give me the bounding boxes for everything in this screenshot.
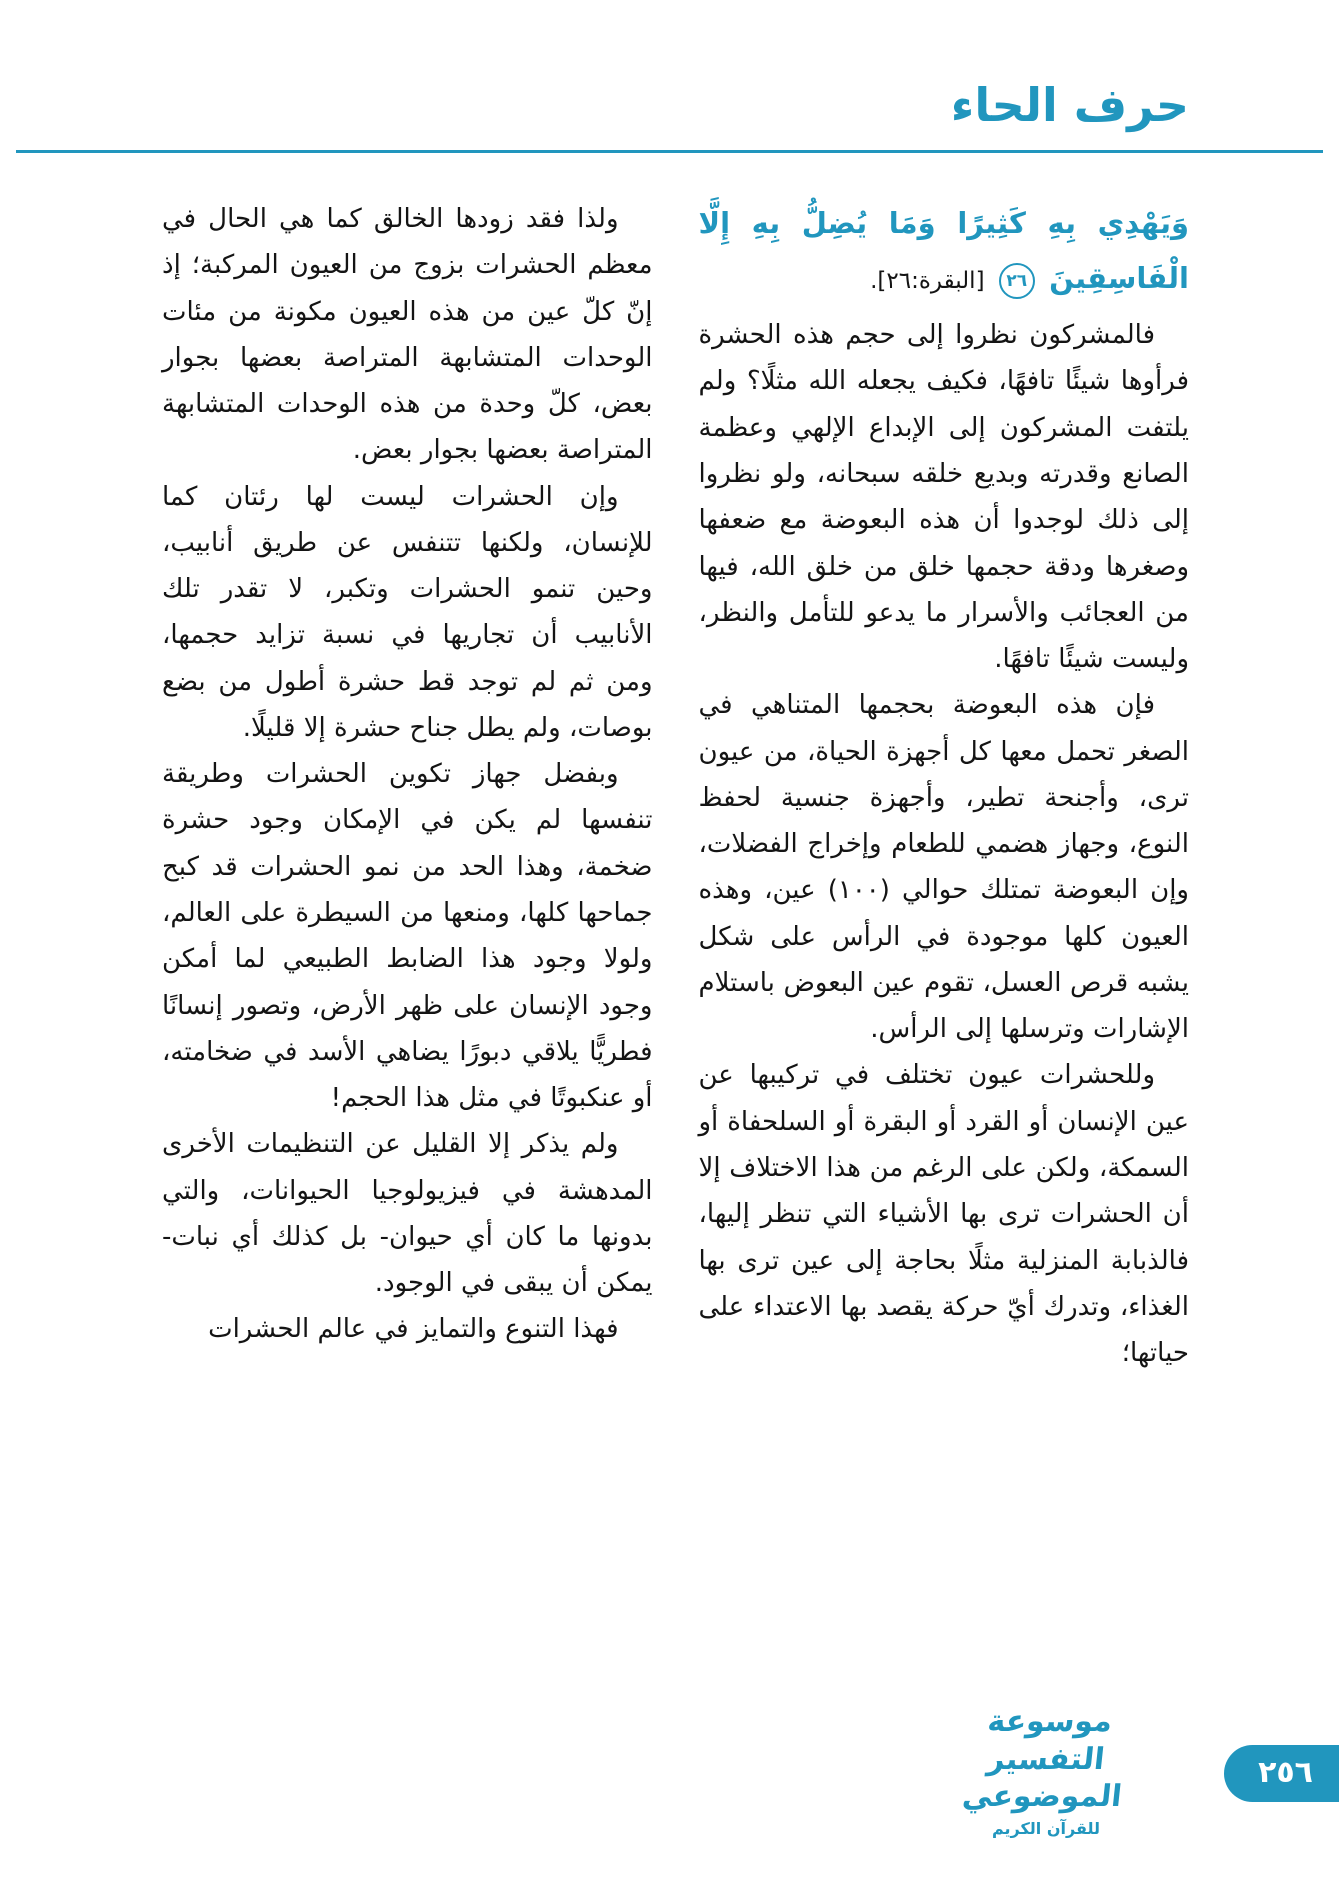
column-right xyxy=(699,196,1190,1376)
ayah-number-ornament-icon: ٢٦ xyxy=(999,263,1035,299)
paragraph: فإن هذه البعوضة بحجمها المتناهي في الصغر تحمل معها كل أجهزة الحياة، من عيون ترى، وأجنحة تطير، وأجهزة جنسية لحفظ النوع، وجهاز هضمي للطعام وإخراج الفضلات، وإن البعوضة تمتلك حوالي (١٠٠) عين، وهذه العيون كلها موجودة في الرأس على شكل يشبه قرص العسل، تقوم عين البعوض باستلام الإشارات وترسلها إلى الرأس. xyxy=(698,690,1189,1045)
quran-verse-text: وَيَهْدِي بِهِ كَثِيرًا وَمَا يُضِلُّ بِهِ إِلَّا الْفَاسِقِينَ xyxy=(698,206,1189,296)
logo-title: موسوعة التفسير الموضوعي xyxy=(960,1703,1124,1814)
quran-verse-block xyxy=(699,196,1190,306)
paragraph: فالمشركون نظروا إلى حجم هذه الحشرة فرأوها شيئًا تافهًا، فكيف يجعله الله مثلًا؟ ولم يلتفت المشركون إلى الإبداع الإلهي وعظمة الصانع وقدرته وبديع خلقه سبحانه، ولو نظروا إلى ذلك لوجدوا أن هذه البعوضة مع ضعفها وصغرها ودقة حجمها خلق من خلق الله، فيها من العجائب والأسرار ما يدعو للتأمل والنظر، وليست شيئًا تافهًا. xyxy=(698,320,1189,675)
logo-subtitle: للقرآن الكريم xyxy=(991,1819,1101,1838)
chapter-title: حرف الحاء xyxy=(950,78,1189,132)
page-number-badge: ٢٥٦ xyxy=(1224,1745,1339,1802)
paragraph: فهذا التنوع والتمايز في عالم الحشرات xyxy=(208,1314,619,1345)
column-left xyxy=(162,196,653,1353)
paragraph: وإن الحشرات ليست لها رئتان كما للإنسان، ولكنها تتنفس عن طريق أنابيب، وحين تنمو الحشرات وتكبر، لا تقدر تلك الأنابيب أن تجاريها في نسبة تزايد حجمها، ومن ثم لم توجد قط حشرة أطول من بضع بوصات، ولم يطل جناح حشرة إلا قليلًا. xyxy=(162,481,653,743)
paragraph: وللحشرات عيون تختلف في تركيبها عن عين الإنسان أو القرد أو البقرة أو السلحفاة أو السمكة، ولكن على الرغم من هذا الاختلاف إلا أن الحشرات ترى بها الأشياء التي تنظر إليها، فالذبابة المنزلية مثلًا بحاجة إلى عين ترى بها الغذاء، وتدرك أيّ حركة يقصد بها الاعتداء على حياتها؛ xyxy=(698,1060,1189,1369)
verse-reference: [البقرة:٢٦]. xyxy=(870,268,985,295)
paragraph: وبفضل جهاز تكوين الحشرات وطريقة تنفسها لم يكن في الإمكان وجود حشرة ضخمة، وهذا الحد من نمو الحشرات قد كبح جماحها كلها، ومنعها من السيطرة على العالم، ولولا وجود هذا الضابط الطبيعي لما أمكن وجود الإنسان على ظهر الأرض، وتصور إنسانًا فطريًّا يلاقي دبورًا يضاهي الأسد في ضخامته، أو عنكبوتًا في مثل هذا الحجم! xyxy=(162,759,653,1114)
paragraph: ولم يذكر إلا القليل عن التنظيمات الأخرى المدهشة في فيزيولوجيا الحيوانات، والتي بدونها ما كان أي حيوان- بل كذلك أي نبات- يمكن أن يبقى في الوجود. xyxy=(162,1129,653,1299)
publisher-calligraphy-logo xyxy=(921,1703,1171,1839)
paragraph: ولذا فقد زودها الخالق كما هي الحال في معظم الحشرات بزوج من العيون المركبة؛ إذ إنّ كلّ عين من هذه العيون مكونة من مئات الوحدات المتشابهة المتراصة بعضها بجوار بعض، كلّ وحدة من هذه الوحدات المتشابهة المتراصة بعضها بجوار بعض. xyxy=(162,204,653,466)
text-columns xyxy=(162,196,1189,1376)
header-rule xyxy=(16,150,1323,153)
